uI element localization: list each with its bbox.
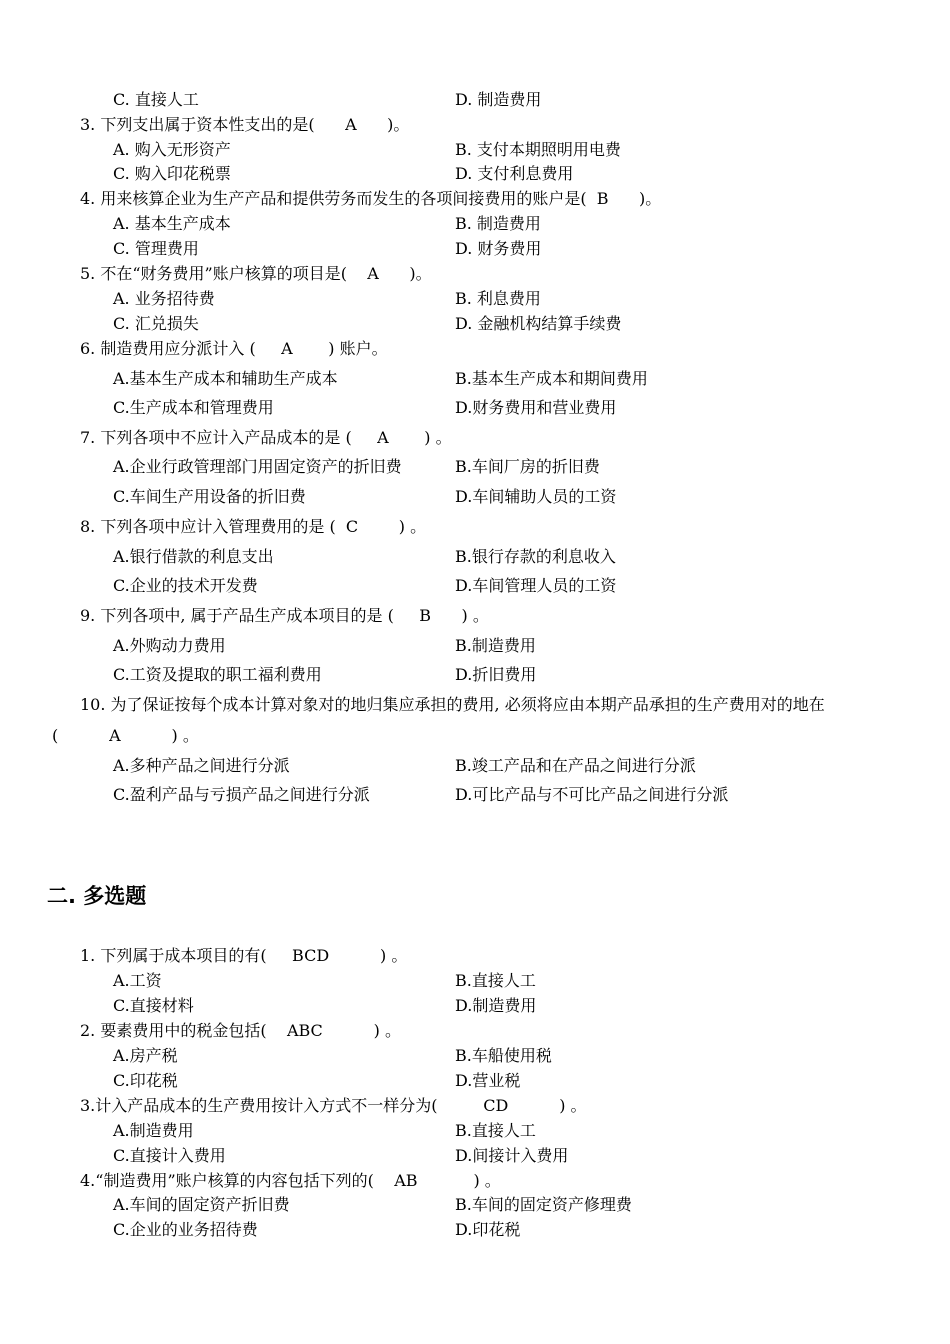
question-stem: 1. 下列属于成本项目的有( BCD ) 。 [80, 946, 408, 965]
option-b: B.制造费用 [455, 636, 536, 655]
option-a: A. 购入无形资产 [113, 140, 231, 159]
option-c: C.车间生产用设备的折旧费 [113, 487, 306, 506]
option-b: B.车船使用税 [455, 1046, 552, 1065]
option-c: C.直接材料 [113, 996, 194, 1015]
option-c: C. 管理费用 [113, 239, 199, 258]
question-stem: 5. 不在“财务费用”账户核算的项目是( A )。 [80, 264, 432, 283]
option-d: D.车间辅助人员的工资 [455, 487, 617, 506]
option-d: D.印花税 [455, 1220, 521, 1239]
option-c: C. 购入印花税票 [113, 164, 231, 183]
question-stem: 10. 为了保证按每个成本计算对象对的地归集应承担的费用, 必须将应由本期产品承担的生产费用对的地在 [80, 695, 825, 714]
option-d: D. 金融机构结算手续费 [455, 314, 622, 333]
option-d: D. 财务费用 [455, 239, 542, 258]
question-stem-continued: ( A ) 。 [52, 726, 199, 745]
option-d: D.间接计入费用 [455, 1146, 569, 1165]
option-a: A.工资 [113, 971, 162, 990]
option-b: B.银行存款的利息收入 [455, 547, 616, 566]
question-stem: 4. 用来核算企业为生产产品和提供劳务而发生的各项间接费用的账户是( B )。 [80, 189, 662, 208]
option-d: D. 制造费用 [455, 90, 542, 109]
question-stem: 9. 下列各项中, 属于产品生产成本项目的是 ( B ) 。 [80, 606, 489, 625]
option-c: C.直接计入费用 [113, 1146, 226, 1165]
option-c: C.企业的业务招待费 [113, 1220, 258, 1239]
option-a: A. 业务招待费 [113, 289, 215, 308]
option-a: A.基本生产成本和辅助生产成本 [113, 369, 338, 388]
option-d: D.可比产品与不可比产品之间进行分派 [455, 785, 729, 804]
section-heading: 二. 多选题 [47, 884, 147, 908]
option-a: A.外购动力费用 [113, 636, 226, 655]
option-b: B.直接人工 [455, 1121, 536, 1140]
option-a: A. 基本生产成本 [113, 214, 231, 233]
option-a: A.企业行政管理部门用固定资产的折旧费 [113, 457, 402, 476]
question-stem: 3. 下列支出属于资本性支出的是( A )。 [80, 115, 410, 134]
option-b: B. 利息费用 [455, 289, 541, 308]
option-d: D.制造费用 [455, 996, 537, 1015]
option-b: B.竣工产品和在产品之间进行分派 [455, 756, 696, 775]
question-stem: 2. 要素费用中的税金包括( ABC ) 。 [80, 1021, 401, 1040]
option-c: C. 汇兑损失 [113, 314, 199, 333]
question-stem: 3.计入产品成本的生产费用按计入方式不一样分为( CD ) 。 [80, 1096, 587, 1115]
option-c: C. 直接人工 [113, 90, 199, 109]
option-d: D.财务费用和营业费用 [455, 398, 617, 417]
option-d: D.折旧费用 [455, 665, 537, 684]
question-stem: 6. 制造费用应分派计入 ( A ) 账户。 [80, 339, 388, 358]
option-b: B. 支付本期照明用电费 [455, 140, 621, 159]
option-b: B.车间厂房的折旧费 [455, 457, 600, 476]
option-c: C.印花税 [113, 1071, 178, 1090]
option-d: D. 支付利息费用 [455, 164, 574, 183]
option-a: A.车间的固定资产折旧费 [113, 1195, 290, 1214]
option-c: C.工资及提取的职工福利费用 [113, 665, 322, 684]
question-stem: 7. 下列各项中不应计入产品成本的是 ( A ) 。 [80, 428, 452, 447]
option-c: C.生产成本和管理费用 [113, 398, 274, 417]
option-b: B.车间的固定资产修理费 [455, 1195, 632, 1214]
option-a: A.多种产品之间进行分派 [113, 756, 290, 775]
option-a: A.制造费用 [113, 1121, 194, 1140]
option-b: B.直接人工 [455, 971, 536, 990]
option-b: B.基本生产成本和期间费用 [455, 369, 648, 388]
question-stem: 8. 下列各项中应计入管理费用的是 ( C ) 。 [80, 517, 427, 536]
option-a: A.银行借款的利息支出 [113, 547, 274, 566]
question-stem: 4.“制造费用”账户核算的内容包括下列的( AB ) 。 [80, 1171, 501, 1190]
option-c: C.盈利产品与亏损产品之间进行分派 [113, 785, 370, 804]
option-d: D.营业税 [455, 1071, 521, 1090]
option-a: A.房产税 [113, 1046, 178, 1065]
option-d: D.车间管理人员的工资 [455, 576, 617, 595]
option-c: C.企业的技术开发费 [113, 576, 258, 595]
option-b: B. 制造费用 [455, 214, 541, 233]
